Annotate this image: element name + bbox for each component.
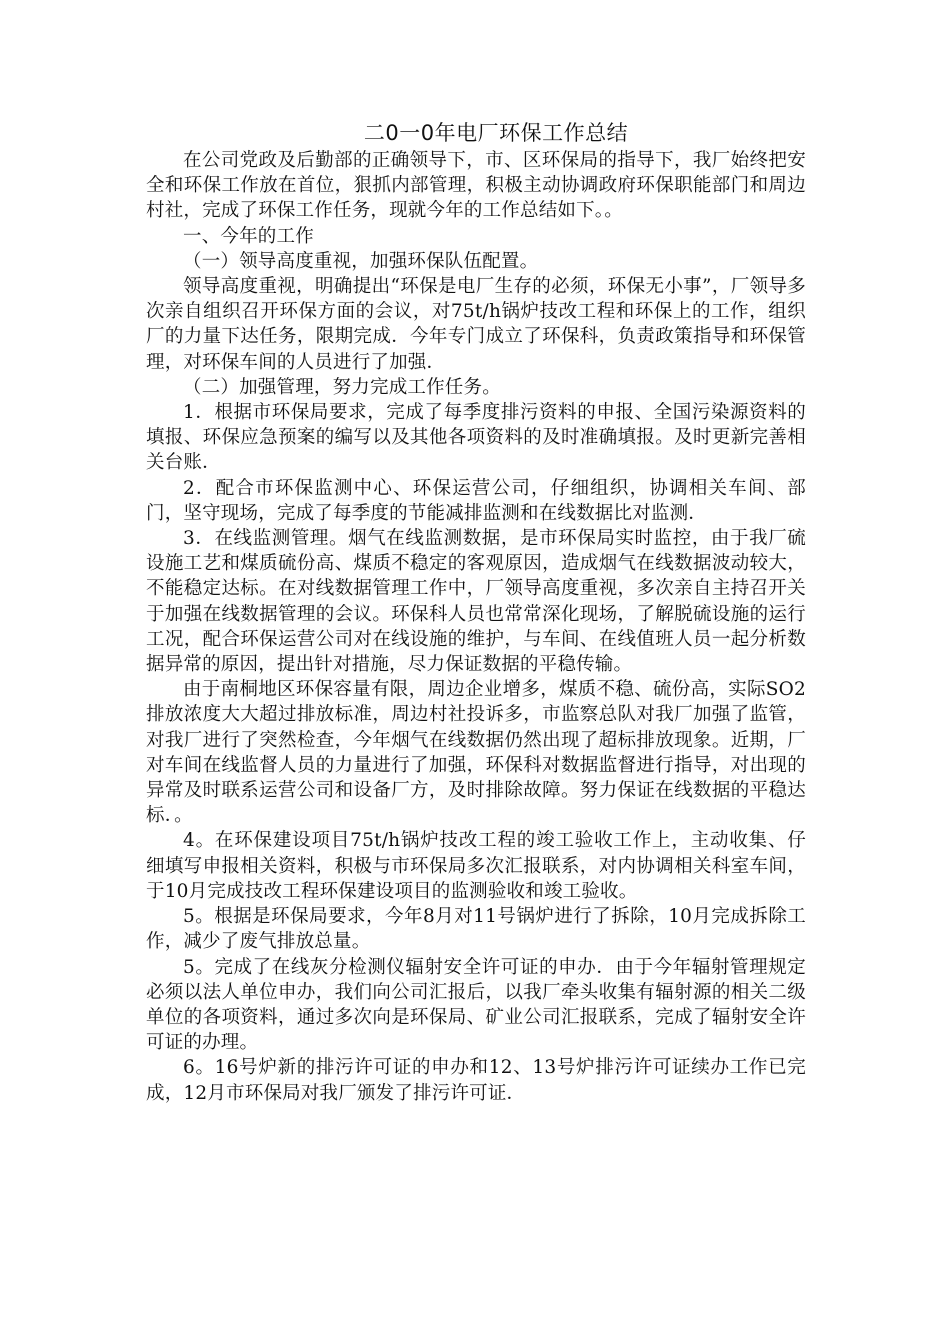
paragraph-item-5b: 5。完成了在线灰分检测仪辐射安全许可证的申办．由于今年辐射管理规定必须以法人单位申办，我们向公司汇报后，以我厂牵头收集有辐射源的相关二级单位的各项资料，通过多次向是环保局、矿业公司汇报联系，完成了辐射安全许可证的办理。 <box>146 956 806 1054</box>
paragraph-nantong: 由于南桐地区环保容量有限，周边企业增多，煤质不稳、硫份高，实际SO2排放浓度大大超过排放标准，周边村社投诉多，市监察总队对我厂加强了监管，对我厂进行了突然检查，今年烟气在线数据仍然出现了超标排放现象。近期，厂对车间在线监督人员的力量进行了加强，环保科对数据监督进行指导，对出现的异常及时联系运营公司和设备厂方，及时排除故障。努力保证在线数据的平稳达标．。 <box>146 679 806 827</box>
paragraph-item-5a: 5。根据是环保局要求，今年8月对11号锅炉进行了拆除，10月完成拆除工作，减少了废气排放总量。 <box>146 906 806 953</box>
document-page <box>146 118 806 1106</box>
section-heading-this-year-work: 一、今年的工作 <box>183 225 314 247</box>
subsection-heading-leadership: （一）领导高度重视，加强环保队伍配置。 <box>183 250 539 272</box>
subsection-heading-management: （二）加强管理，努力完成工作任务。 <box>183 376 501 398</box>
paragraph-leadership: 领导高度重视，明确提出“环保是电厂生存的必须，环保无小事”，厂领导多次亲自组织召开环保方面的会议，对75t/h锅炉技改工程和环保上的工作，组织厂的力量下达任务，限期完成．今年专门成立了环保科，负责政策指导和环保管理，对环保车间的人员进行了加强． <box>146 276 806 373</box>
paragraph-item-4: 4。在环保建设项目75t/h锅炉技改工程的竣工验收工作上，主动收集、仔细填写申报相关资料，积极与市环保局多次汇报联系，对内协调相关科室车间，于10月完成技改工程环保建设项目的监测验收和竣工验收。 <box>146 830 806 902</box>
paragraph-item-2: 2．配合市环保监测中心、环保运营公司，仔细组织，协调相关车间、部门，坚守现场，完成了每季度的节能减排监测和在线数据比对监测． <box>146 477 806 524</box>
paragraph-item-1: 1．根据市环保局要求，完成了每季度排污资料的申报、全国污染源资料的填报、环保应急预案的编写以及其他各项资料的及时准确填报。及时更新完善相关台账． <box>146 402 806 474</box>
paragraph-item-3: 3．在线监测管理。烟气在线监测数据，是市环保局实时监控，由于我厂硫设施工艺和煤质硫份高、煤质不稳定的客观原因，造成烟气在线数据波动较大，不能稳定达标。在对线数据管理工作中，厂领导高度重视，多次亲自主持召开关于加强在线数据管理的会议。环保科人员也常常深化现场，了解脱硫设施的运行工况，配合环保运营公司对在线设施的维护，与车间、在线值班人员一起分析数据异常的原因，提出针对措施，尽力保证数据的平稳传输。 <box>146 528 806 676</box>
document-title: 二0一0年电厂环保工作总结 <box>363 121 629 145</box>
paragraph-item-6: 6。16号炉新的排污许可证的申办和12、13号炉排污许可证续办工作已完成，12月市环保局对我厂颁发了排污许可证． <box>146 1057 806 1104</box>
paragraph-intro: 在公司党政及后勤部的正确领导下，市、区环保局的指导下，我厂始终把安全和环保工作放在首位，狠抓内部管理，积极主动协调政府环保职能部门和周边村社，完成了环保工作任务，现就今年的工作总结如下。。 <box>146 150 806 222</box>
